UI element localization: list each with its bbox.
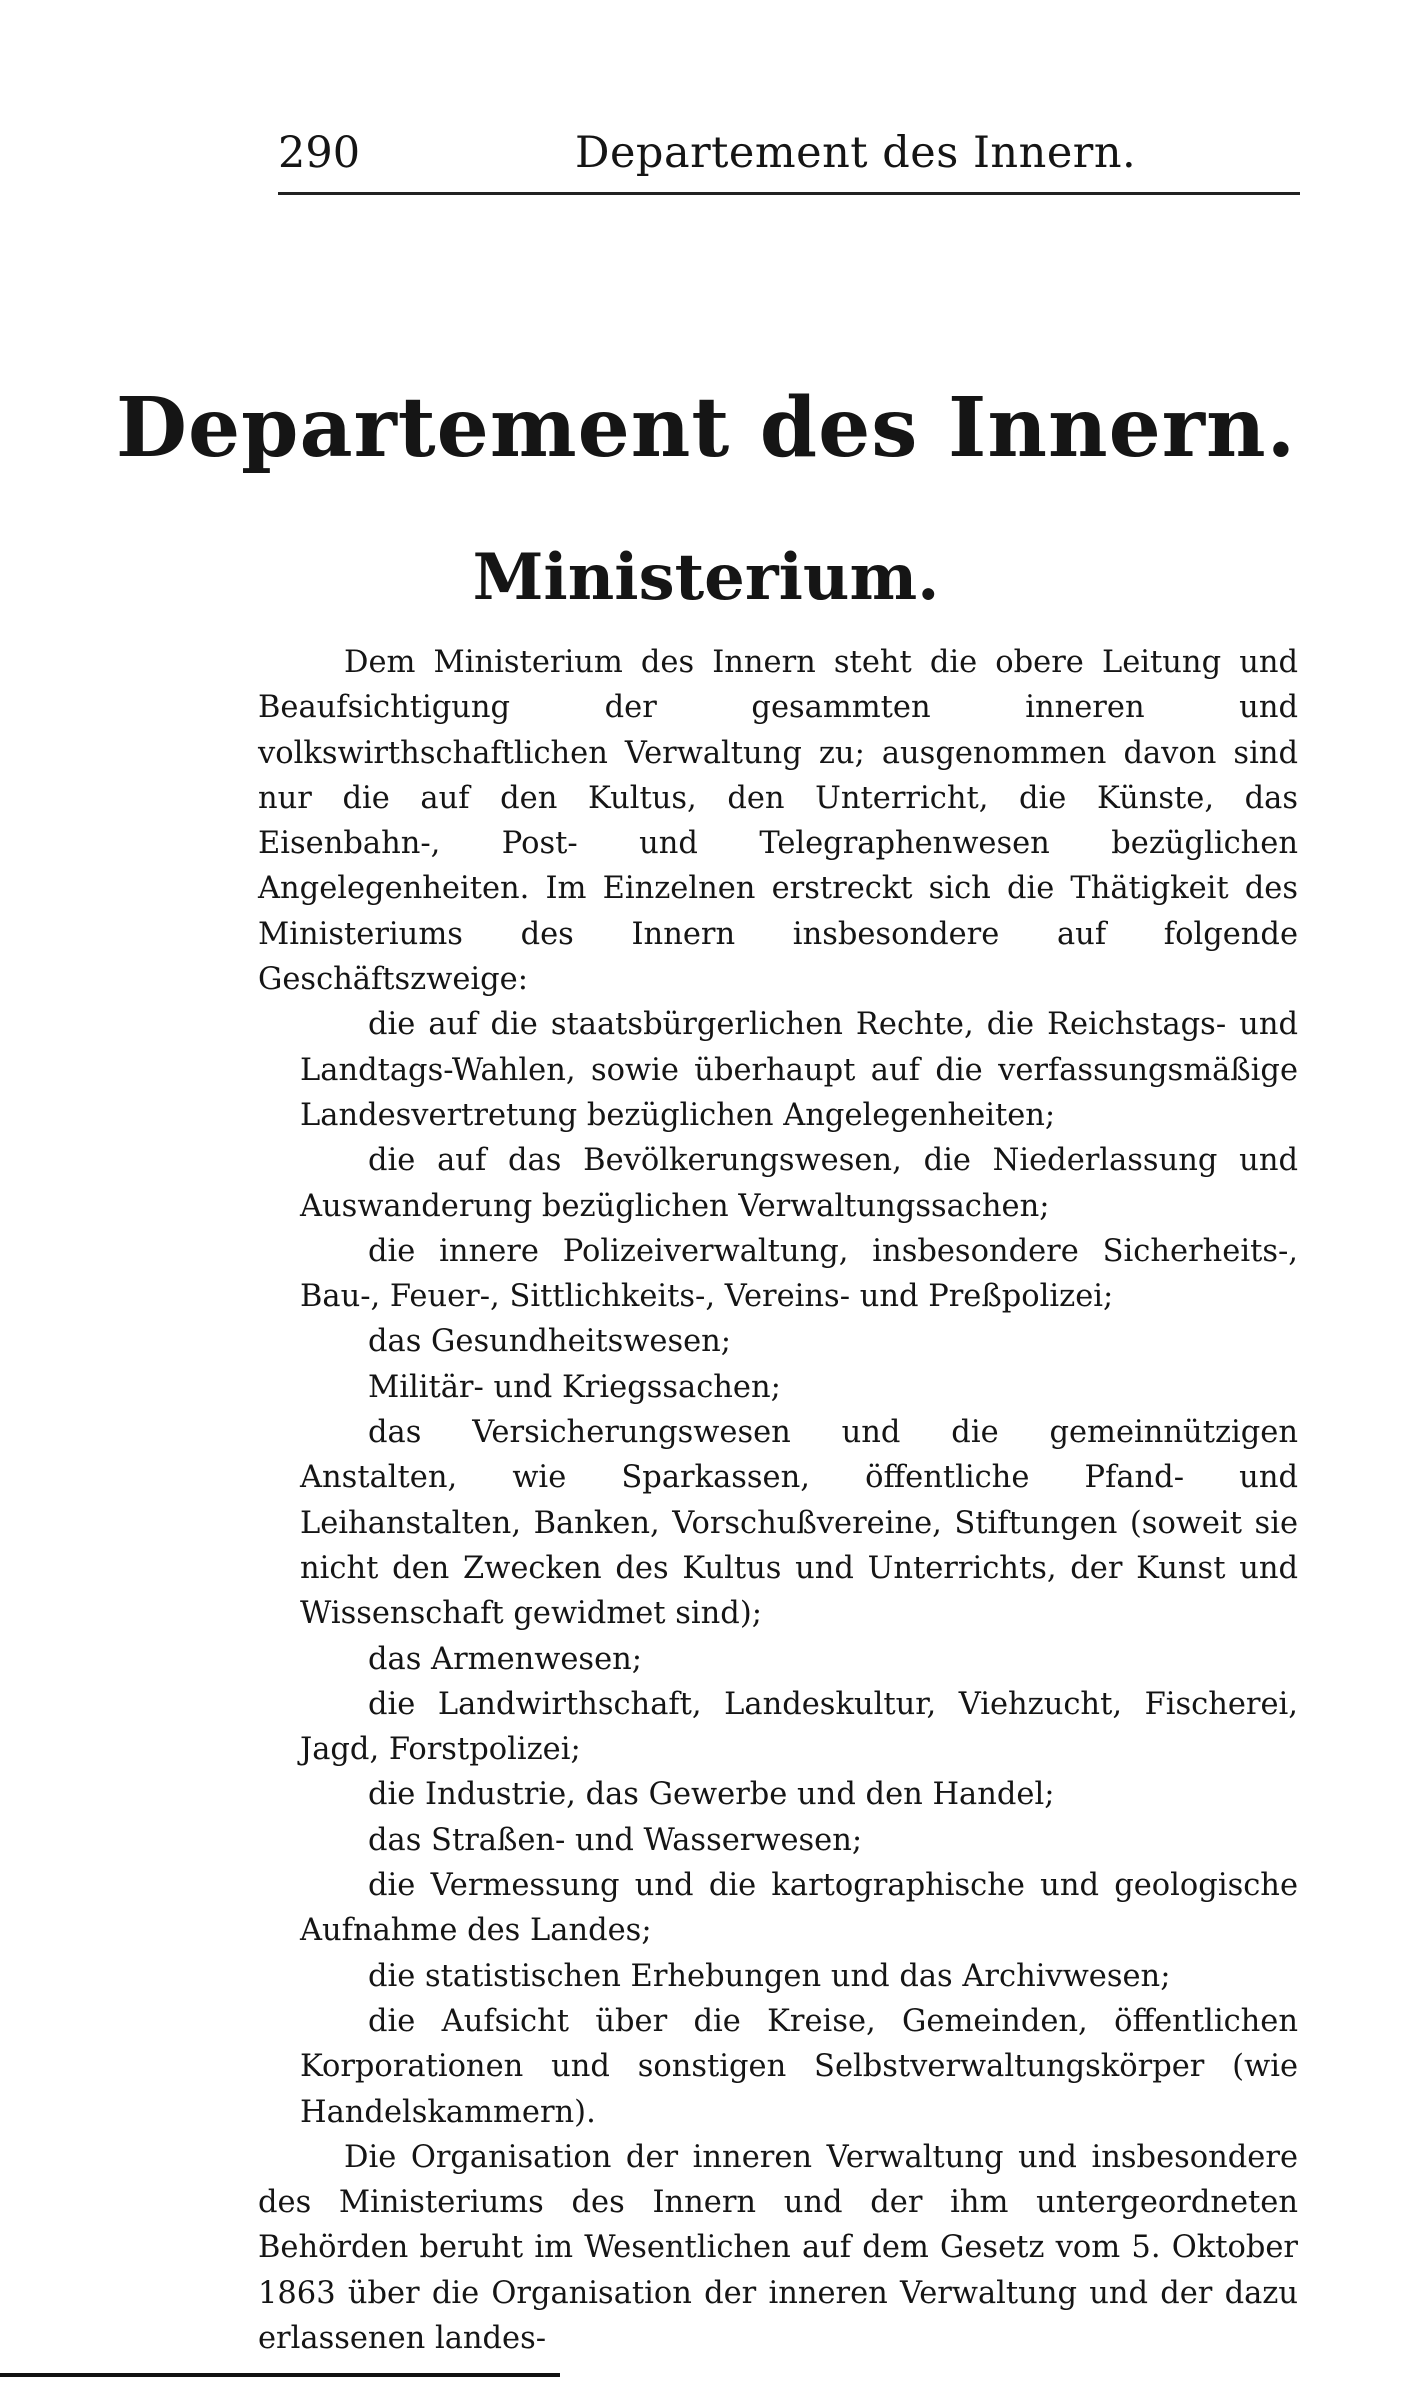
body-text xyxy=(258,640,1298,2361)
list-item: die Vermessung und die kartographische und geologische Aufnahme des Landes; xyxy=(300,1868,1298,1949)
list-item: die statistischen Erhebungen und das Archivwesen; xyxy=(368,1958,1171,1994)
header-rule xyxy=(278,192,1300,195)
list-item: das Armenwesen; xyxy=(368,1641,643,1677)
list-item: die auf die staatsbürgerlichen Rechte, die Reichstags- und Landtags-Wahlen, sowie überhaupt auf die verfassungsmäßige Landesvertretung bezüglichen Angelegenheiten; xyxy=(300,1007,1298,1133)
list-item: das Gesundheitswesen; xyxy=(368,1324,732,1360)
running-header xyxy=(0,0,1412,200)
list-item: die innere Polizeiverwaltung, insbesondere Sicherheits-, Bau-, Feuer-, Sittlichkeits-, Vereins- und Preßpolizei; xyxy=(300,1233,1298,1315)
list-item: die Industrie, das Gewerbe und den Handel; xyxy=(368,1777,1055,1813)
page-number: 290 xyxy=(278,128,361,178)
closing-paragraph: Die Organisation der inneren Verwaltung und insbesondere des Ministeriums des Innern und der ihm untergeordneten Behörden beruht im Wesentlichen auf dem Gesetz vom 5. Oktober 1863 über die Organisation der inneren Verwaltung und der dazu erlassenen landes- xyxy=(258,2139,1298,2356)
scan-edge-line xyxy=(0,2373,560,2377)
section-title: Ministerium. xyxy=(472,540,940,615)
intro-paragraph: Dem Ministerium des Innern steht die obere Leitung und Beaufsichtigung der gesammten inneren und volkswirthschaftlichen Verwaltung zu; ausgenommen davon sind nur die auf den Kultus, den Unterricht, die Künste, das Eisenbahn-, Post- und Telegraphenwesen bezüglichen Angelegenheiten. Im Einzelnen erstreckt sich die Thätigkeit des Ministeriums des Innern insbesondere auf folgende Geschäftszweige: xyxy=(258,645,1298,998)
main-title: Departement des Innern. xyxy=(115,380,1297,476)
list-item: die Aufsicht über die Kreise, Gemeinden, öffentlichen Korporationen und sonstigen Selbstverwaltungskörper (wie Handelskammern). xyxy=(300,2003,1298,2130)
list-item: die Landwirthschaft, Landeskultur, Viehzucht, Fischerei, Jagd, Forstpolizei; xyxy=(300,1686,1298,1768)
running-title: Departement des Innern. xyxy=(575,128,1137,178)
list-item: das Straßen- und Wasserwesen; xyxy=(368,1822,863,1858)
list-item: das Versicherungswesen und die gemeinnützigen Anstalten, wie Sparkassen, öffentliche Pfand- und Leihanstalten, Banken, Vorschußvereine, Stiftungen (soweit sie nicht den Zwecken des Kultus und Unterrichts, der Kunst und Wissenschaft gewidmet sind); xyxy=(300,1415,1298,1632)
list-item: Militär- und Kriegssachen; xyxy=(368,1369,781,1405)
list-item: die auf das Bevölkerungswesen, die Niederlassung und Auswanderung bezüglichen Verwaltungssachen; xyxy=(300,1143,1298,1224)
